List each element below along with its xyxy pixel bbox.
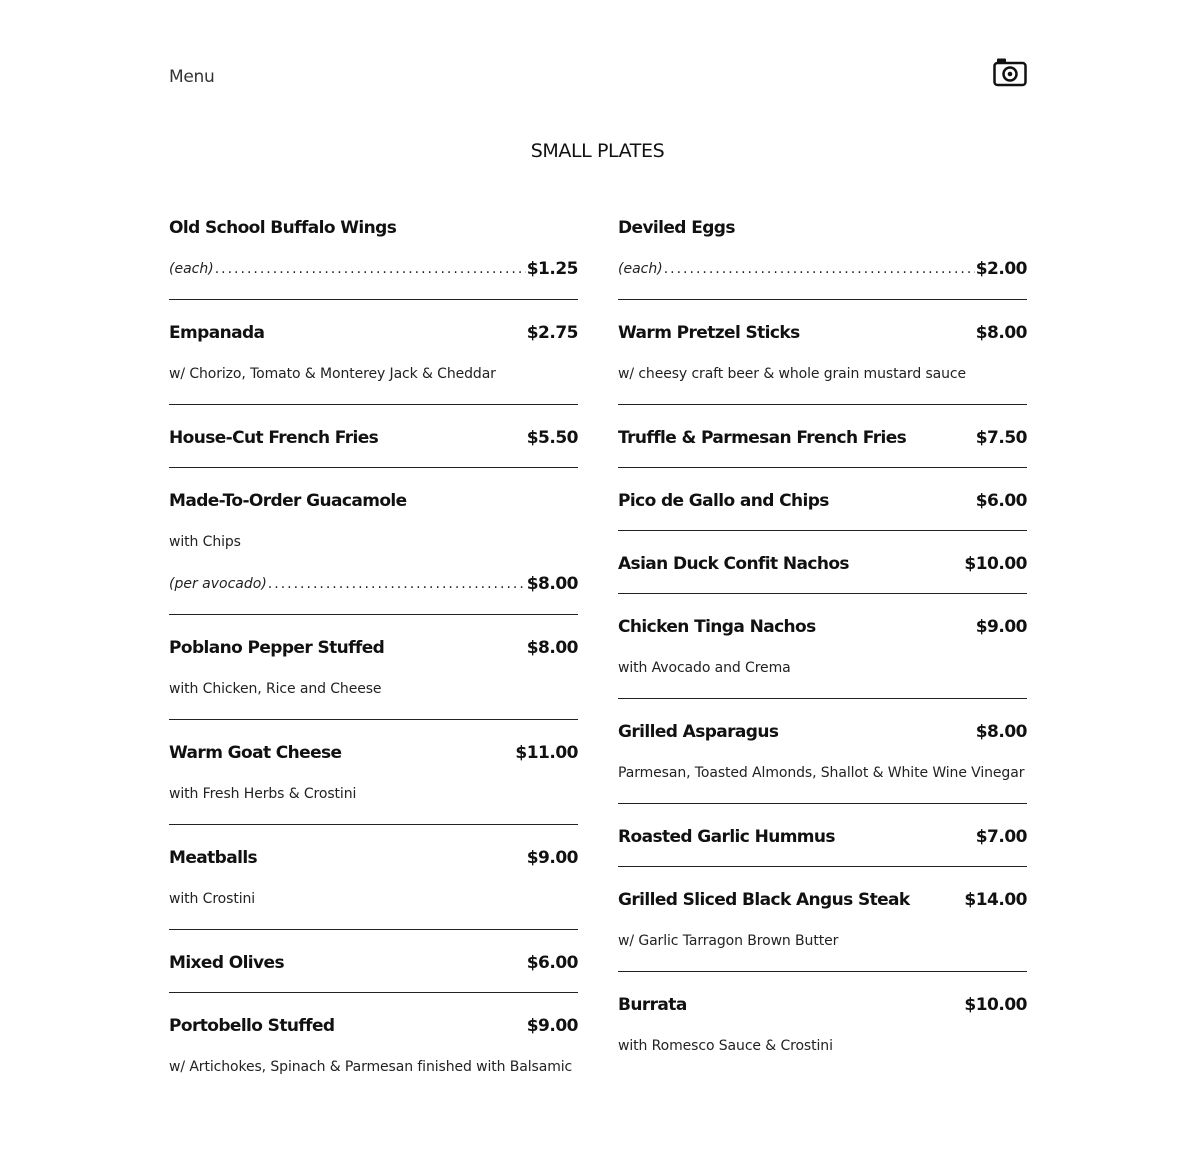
menu-item-header: [618, 985, 1027, 1025]
menu-item-description: w/ cheesy craft beer & whole grain mustard sauce: [618, 366, 967, 382]
menu-item: [618, 712, 1027, 804]
menu-item-name: Pico de Gallo and Chips: [618, 491, 829, 511]
menu-item: [169, 418, 578, 468]
menu-item-header: [618, 418, 1027, 458]
menu-item-name: Old School Buffalo Wings: [169, 218, 397, 238]
menu-item-header: [618, 313, 1027, 353]
menu-item: [618, 418, 1027, 468]
menu-item-price: $7.00: [975, 827, 1027, 847]
menu-item-name: Poblano Pepper Stuffed: [169, 638, 385, 658]
right-menu-column: [618, 208, 1027, 1089]
menu-item: [618, 607, 1027, 699]
menu-item-name: House-Cut French Fries: [169, 428, 379, 448]
menu-item: [169, 313, 578, 405]
menu-item-header: [169, 943, 578, 983]
menu-item-name: Warm Goat Cheese: [169, 743, 342, 763]
menu-item-unit: (each): [618, 261, 663, 277]
menu-item-price: $8.00: [526, 574, 578, 594]
menu-item-name: Made-To-Order Guacamole: [169, 491, 407, 511]
menu-item-price: $7.50: [975, 428, 1027, 448]
menu-item-header: [169, 313, 578, 353]
menu-item-description: with Chicken, Rice and Cheese: [169, 681, 382, 697]
menu-item-price: $8.00: [975, 722, 1027, 742]
dot-leader: [215, 261, 526, 277]
menu-item-header: [169, 418, 578, 458]
menu-item-name: Grilled Asparagus: [618, 722, 779, 742]
menu-item-header: [169, 628, 578, 668]
section-title: SMALL PLATES: [530, 140, 665, 162]
menu-item: [618, 208, 1027, 300]
menu-item-price: $10.00: [964, 995, 1027, 1015]
menu-item-name: Empanada: [169, 323, 265, 343]
camera-icon[interactable]: [993, 57, 1027, 87]
menu-item-name: Burrata: [618, 995, 687, 1015]
menu-item-price: $11.00: [515, 743, 578, 763]
menu-item: [618, 985, 1027, 1076]
menu-item-unit: (per avocado): [169, 576, 267, 592]
menu-item-price: $9.00: [526, 1016, 578, 1036]
menu-item-header: [618, 712, 1027, 752]
menu-item-price-row: [169, 248, 578, 290]
menu-item: [169, 838, 578, 930]
menu-item-description: with Chips: [169, 534, 241, 550]
menu-item-unit: (each): [169, 261, 214, 277]
menu-item-price: $9.00: [975, 617, 1027, 637]
menu-item-price: $9.00: [526, 848, 578, 868]
menu-item-name: Truffle & Parmesan French Fries: [618, 428, 907, 448]
menu-item-header: [618, 544, 1027, 584]
menu-item-name: Grilled Sliced Black Angus Steak: [618, 890, 910, 910]
menu-item-description: w/ Artichokes, Spinach & Parmesan finished with Balsamic: [169, 1059, 573, 1075]
menu-item-description: Parmesan, Toasted Almonds, Shallot & White Wine Vinegar: [618, 765, 1025, 781]
menu-item-header: [618, 481, 1027, 521]
menu-item-name: Chicken Tinga Nachos: [618, 617, 816, 637]
menu-item-name: Deviled Eggs: [618, 218, 735, 238]
menu-item: [169, 208, 578, 300]
left-menu-column: [169, 208, 578, 1110]
menu-item-description: w/ Garlic Tarragon Brown Butter: [618, 933, 839, 949]
menu-item-header: [618, 208, 1027, 248]
menu-item: [169, 733, 578, 825]
menu-item-name: Portobello Stuffed: [169, 1016, 335, 1036]
menu-item-description: with Crostini: [169, 891, 256, 907]
menu-item: [169, 943, 578, 993]
menu-item: [618, 817, 1027, 867]
menu-item-price: $6.00: [975, 491, 1027, 511]
menu-item-price: $6.00: [526, 953, 578, 973]
menu-item-description: with Fresh Herbs & Crostini: [169, 786, 357, 802]
menu-item-price: $8.00: [526, 638, 578, 658]
menu-item-name: Asian Duck Confit Nachos: [618, 554, 849, 574]
menu-item-description: with Romesco Sauce & Crostini: [618, 1038, 833, 1054]
dot-leader: [664, 261, 975, 277]
menu-item-price: $2.75: [526, 323, 578, 343]
menu-item-header: [169, 733, 578, 773]
menu-item-header: [618, 880, 1027, 920]
menu-item: [618, 880, 1027, 972]
menu-item-header: [618, 607, 1027, 647]
menu-item-name: Roasted Garlic Hummus: [618, 827, 835, 847]
menu-item-price: $2.00: [975, 259, 1027, 279]
menu-item-price: $10.00: [964, 554, 1027, 574]
menu-item: [618, 544, 1027, 594]
menu-item-price-row: [618, 248, 1027, 290]
menu-item-price: $5.50: [526, 428, 578, 448]
menu-item-header: [618, 817, 1027, 857]
menu-item-price: $1.25: [526, 259, 578, 279]
menu-item-header: [169, 1006, 578, 1046]
dot-leader: [268, 576, 526, 592]
menu-item: [169, 628, 578, 720]
menu-item-price-row: [169, 563, 578, 605]
menu-item-name: Warm Pretzel Sticks: [618, 323, 800, 343]
menu-item: [618, 481, 1027, 531]
menu-item: [169, 481, 578, 615]
menu-item-header: [169, 208, 578, 248]
menu-item-description: with Avocado and Crema: [618, 660, 791, 676]
menu-item: [618, 313, 1027, 405]
menu-item: [169, 1006, 578, 1097]
menu-item-header: [169, 838, 578, 878]
menu-header: [169, 63, 1027, 99]
menu-item-description: w/ Chorizo, Tomato & Monterey Jack & Cheddar: [169, 366, 496, 382]
menu-label[interactable]: Menu: [169, 67, 215, 87]
menu-item-price: $8.00: [975, 323, 1027, 343]
menu-item-name: Mixed Olives: [169, 953, 284, 973]
menu-item-price: $14.00: [964, 890, 1027, 910]
menu-item-name: Meatballs: [169, 848, 258, 868]
menu-item-header: [169, 481, 578, 521]
